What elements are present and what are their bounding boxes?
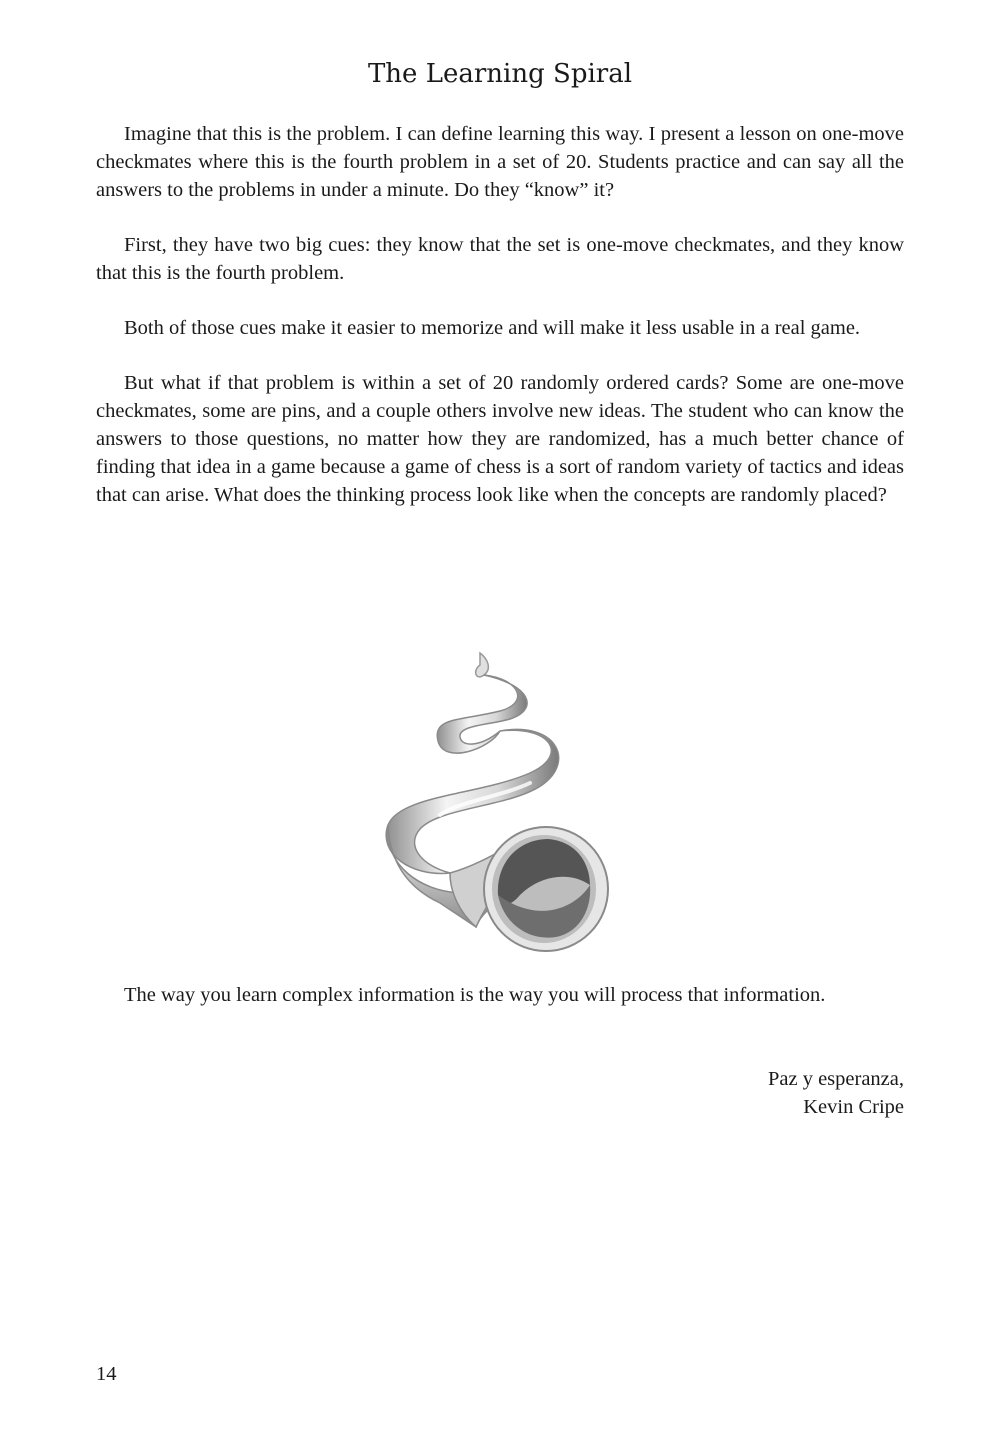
- page-title: The Learning Spiral: [367, 59, 633, 89]
- paragraph: First, they have two big cues: they know that the set is one-move checkmates, and they know that this is the fourth problem.: [96, 234, 904, 284]
- signoff: [768, 1065, 904, 1121]
- paragraph: The way you learn complex information is the way you will process that information.: [124, 984, 826, 1006]
- paragraph: Imagine that this is the problem. I can define learning this way. I present a lesson on one-move checkmates where this is the fourth problem in a set of 20. Students practice and can say all the answers to the problems in under a minute. Do they “know” it?: [96, 123, 904, 201]
- page-number: 14: [96, 1363, 117, 1385]
- signoff-author: Kevin Cripe: [803, 1096, 904, 1118]
- body-text-top: [96, 120, 904, 536]
- paragraph: But what if that problem is within a set of 20 randomly ordered cards? Some are one-move checkmates, some are pins, and a couple others involve new ideas. The student who can know the answers to those questions, no matter how they are randomized, has a much better chance of finding that idea in a game because a game of chess is a sort of random variety of tactics and ideas that can arise. What does the thinking process look like when the concepts are randomly placed?: [96, 372, 904, 506]
- paragraph: Both of those cues make it easier to memorize and will make it less usable in a real game.: [124, 317, 861, 339]
- signoff-closing: Paz y esperanza,: [767, 1068, 904, 1090]
- body-text-bottom: [96, 981, 904, 1036]
- spiral-tube-icon: [380, 645, 620, 955]
